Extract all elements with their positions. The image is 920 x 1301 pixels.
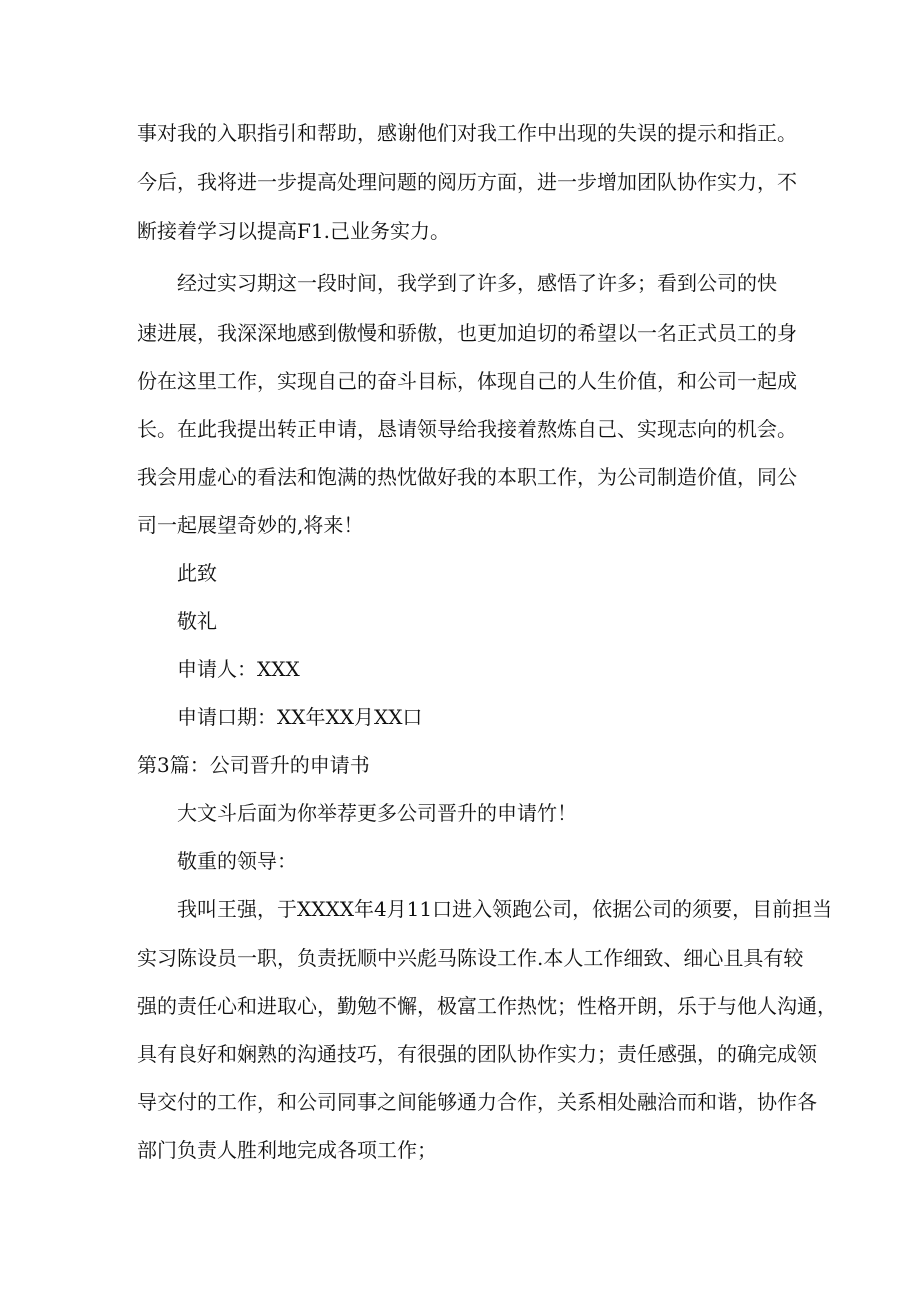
- paragraph-line: 部门负责人胜利地完成各项工作；: [137, 1138, 437, 1162]
- paragraph-line: 强的责任心和进取心，勤勉不懈，极富工作热忱；性格开朗，乐于与他人沟通，: [137, 994, 837, 1018]
- paragraph-line: 份在这里工作，实现自己的奋斗目标，体现自己的人生价值，和公司一起成: [137, 369, 797, 393]
- applicant-line: 申请人：XXX: [177, 657, 300, 681]
- paragraph-line: 我会用虚心的看法和饱满的热忱做好我的本职工作，为公司制造价值，同公: [137, 465, 797, 489]
- salutation-line: 敬重的领导：: [177, 849, 297, 873]
- paragraph-line: 大文斗后面为你举荐更多公司晋升的申请竹！: [177, 801, 577, 825]
- paragraph-line: 今后，我将进一步提高处理问题的阅历方面，进一步增加团队协作实力，不: [137, 170, 797, 194]
- paragraph-line: 经过实习期这一段时间，我学到了许多，感悟了许多；看到公司的快: [177, 271, 777, 295]
- paragraph-line: 具有良好和娴熟的沟通技巧，有很强的团队协作实力；责任感强，的确完成领: [137, 1042, 817, 1066]
- paragraph-line: 速进展，我深深地感到傲慢和骄傲，也更加迫切的希望以一名正式员工的身: [137, 321, 797, 345]
- paragraph-line: 我叫王强，于XXXX年4月11口进入领跑公司，依据公司的须要，目前担当: [177, 897, 833, 921]
- date-line: 申请口期：XX年XX月XX口: [177, 705, 423, 729]
- paragraph-line: 导交付的工作，和公司同事之间能够通力合作，关系相处融洽而和谐，协作各: [137, 1090, 817, 1114]
- closing-line: 敬礼: [177, 609, 217, 633]
- section-heading: 第3篇：公司晋升的申请书: [137, 753, 370, 777]
- paragraph-line: 长。在此我提出转正申请，恳请领导给我接着熬炼自己、实现志向的机会。: [137, 417, 797, 441]
- paragraph-line: 事对我的入职指引和帮助，感谢他们对我工作中出现的失误的提示和指正。: [137, 121, 797, 145]
- paragraph-line: 断接着学习以提高F1.己业务实力。: [137, 219, 450, 243]
- closing-line: 此致: [177, 561, 217, 585]
- paragraph-line: 司一起展望奇妙的,将来！: [137, 513, 364, 537]
- paragraph-line: 实习陈设员一职，负责抚顺中兴彪马陈设工作.本人工作细致、细心且具有较: [137, 946, 804, 970]
